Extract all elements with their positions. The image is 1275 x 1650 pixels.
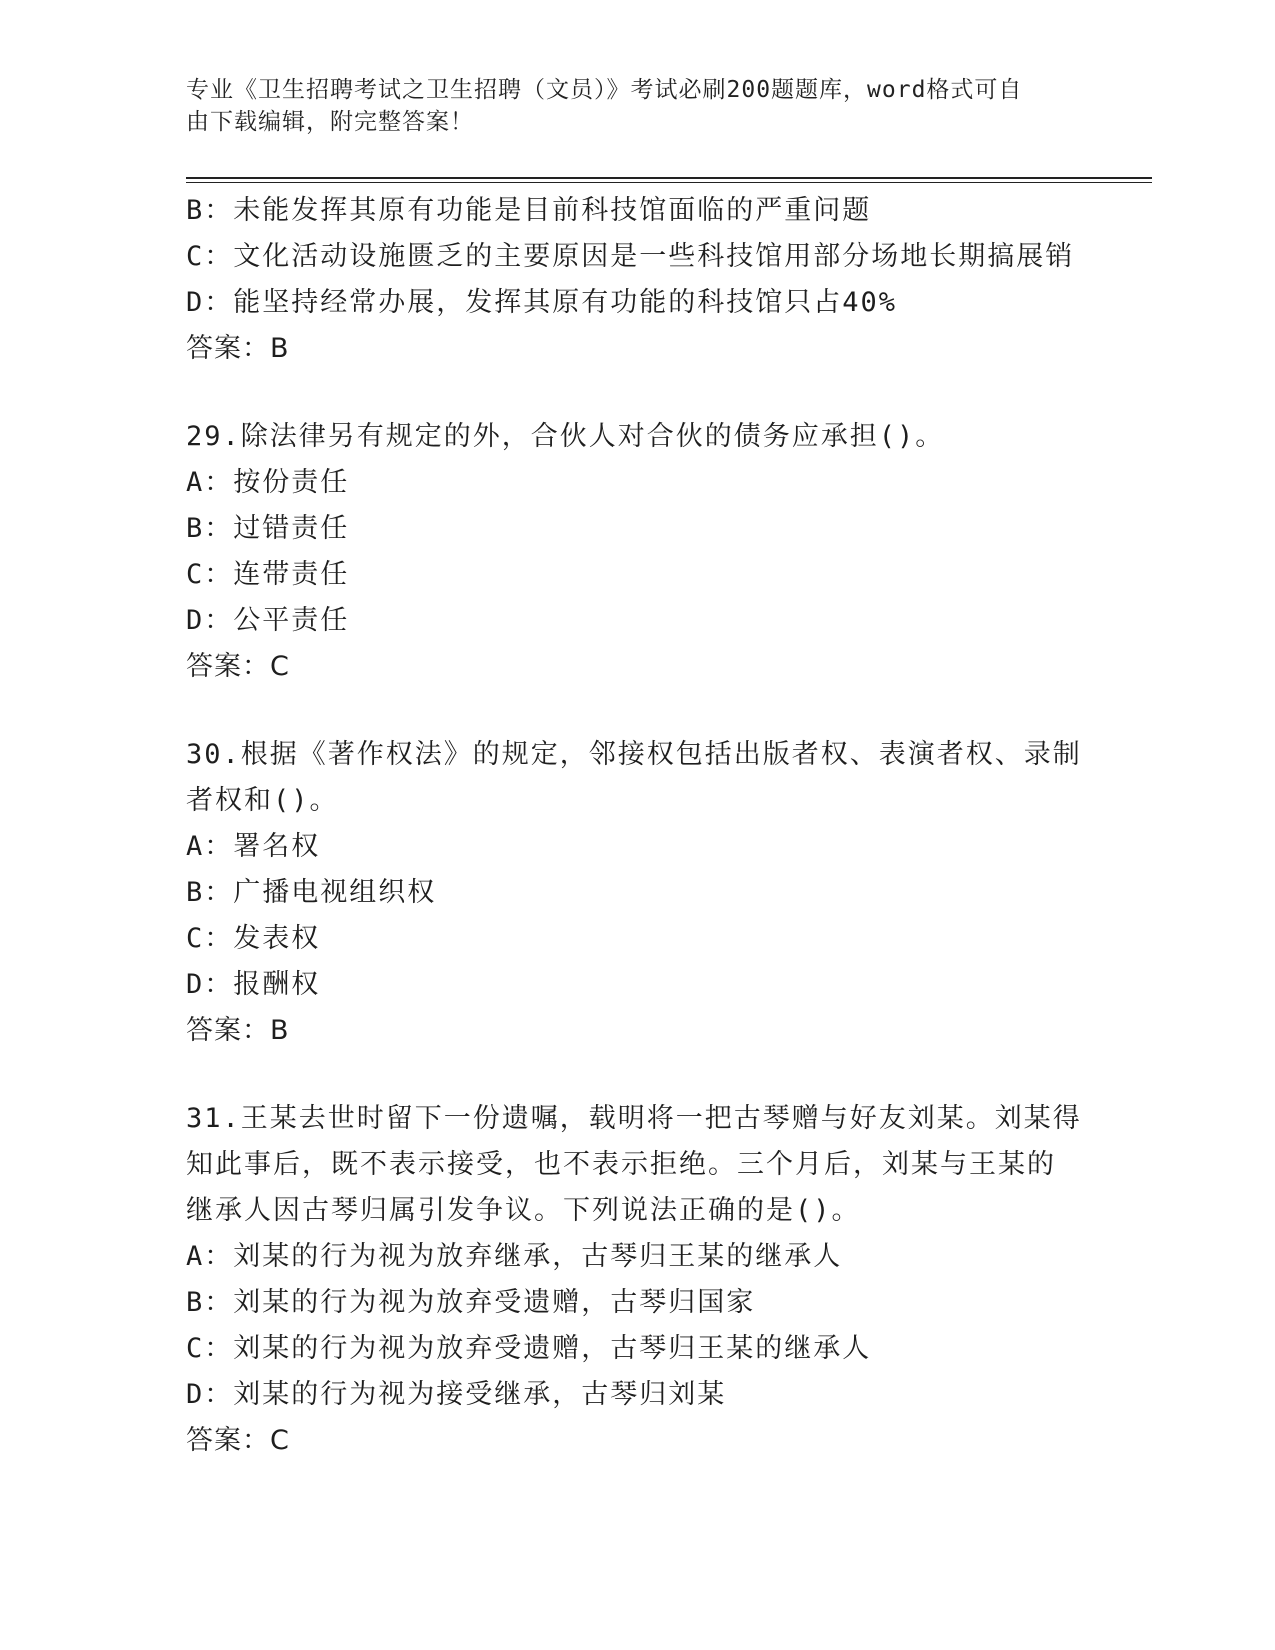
option-c: C：文化活动设施匮乏的主要原因是一些科技馆用部分场地长期搞展销 xyxy=(186,241,1075,272)
answer-line: 答案：C xyxy=(186,1425,290,1456)
option-a: A：刘某的行为视为放弃继承，古琴归王某的继承人 xyxy=(186,1241,843,1272)
question-stem: 29.除法律另有规定的外，合伙人对合伙的债务应承担()。 xyxy=(186,421,945,452)
header-line-1: 专业《卫生招聘考试之卫生招聘（文员）》考试必刷200题题库，word格式可自 xyxy=(186,77,1023,103)
option-d: D：报酬权 xyxy=(186,969,321,1000)
question-block-28 xyxy=(186,188,1086,372)
answer-line: 答案：C xyxy=(186,651,290,682)
option-b: B：刘某的行为视为放弃受遗赠，古琴归国家 xyxy=(186,1287,756,1318)
question-stem: 30.根据《著作权法》的规定，邻接权包括出版者权、表演者权、录制 xyxy=(186,739,1082,770)
document-header xyxy=(186,74,1066,138)
answer-line: 答案：B xyxy=(186,1015,290,1046)
option-b: B：广播电视组织权 xyxy=(186,877,437,908)
option-a: A：署名权 xyxy=(186,831,321,862)
option-b: B：过错责任 xyxy=(186,513,350,544)
option-d: D：公平责任 xyxy=(186,605,350,636)
question-block-29 xyxy=(186,414,1086,690)
option-c: C：连带责任 xyxy=(186,559,350,590)
option-d: D：能坚持经常办展，发挥其原有功能的科技馆只占40% xyxy=(186,287,898,318)
question-block-30 xyxy=(186,732,1086,1054)
header-divider-thin xyxy=(186,182,1152,183)
question-stem-continued: 继承人因古琴归属引发争议。下列说法正确的是()。 xyxy=(186,1195,861,1226)
option-b: B：未能发挥其原有功能是目前科技馆面临的严重问题 xyxy=(186,195,872,226)
option-d: D：刘某的行为视为接受继承，古琴归刘某 xyxy=(186,1379,727,1410)
option-c: C：发表权 xyxy=(186,923,321,954)
header-divider-thick xyxy=(186,177,1152,179)
question-stem-continued: 知此事后，既不表示接受，也不表示拒绝。三个月后，刘某与王某的 xyxy=(186,1149,1056,1180)
header-line-2: 由下载编辑，附完整答案！ xyxy=(186,109,474,135)
question-list xyxy=(186,188,1086,1464)
question-stem: 31.王某去世时留下一份遗嘱，载明将一把古琴赠与好友刘某。刘某得 xyxy=(186,1103,1082,1134)
option-a: A：按份责任 xyxy=(186,467,350,498)
question-block-31 xyxy=(186,1096,1086,1464)
option-c: C：刘某的行为视为放弃受遗赠，古琴归王某的继承人 xyxy=(186,1333,872,1364)
question-stem-continued: 者权和()。 xyxy=(186,785,339,816)
answer-line: 答案：B xyxy=(186,333,290,364)
